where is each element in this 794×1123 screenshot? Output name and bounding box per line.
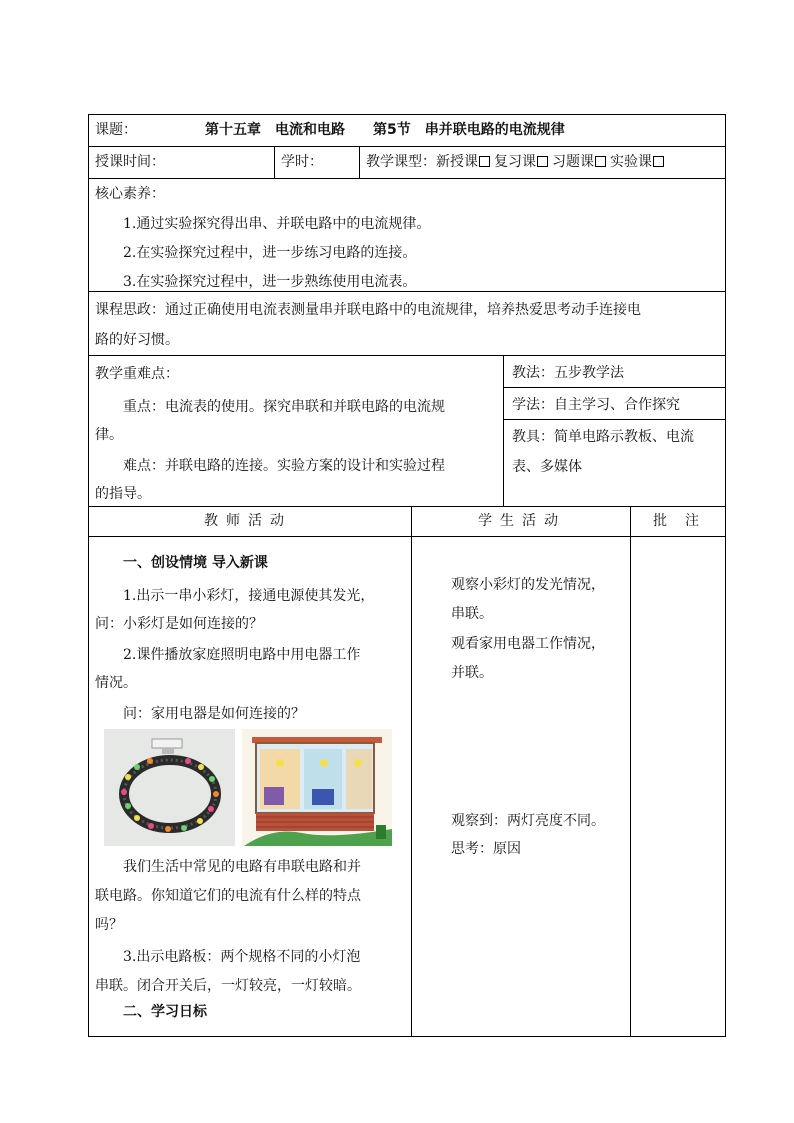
teacher-text: 问：小彩灯是如何连接的？ <box>95 616 263 632</box>
period-label: 学时： <box>281 154 323 170</box>
hard-point-text: 的指导。 <box>95 486 151 502</box>
option-review: 复习课 <box>494 154 536 170</box>
topic-title: 第十五章 电流和电路 第5节 串并联电路的电流规律 <box>205 122 565 138</box>
student-text: 观看家用电器工作情况， <box>451 636 605 652</box>
ideology-text: 课程思政：通过正确使用电流表测量串并联电路中的电流规律，培养热爱思考动手连接电 <box>95 302 641 318</box>
table-border <box>88 178 726 179</box>
table-border <box>88 355 726 356</box>
teacher-column-header: 教师活动 <box>204 513 292 529</box>
student-text: 并联。 <box>451 665 493 681</box>
table-border <box>274 146 275 178</box>
student-text: 观察小彩灯的发光情况， <box>451 577 605 593</box>
lesson-type <box>366 152 668 172</box>
student-column-header: 学生活动 <box>478 513 566 529</box>
key-point-text: 重点：电流表的使用。探究串联和并联电路的电流规 <box>123 399 445 415</box>
student-text: 思考：原因 <box>451 841 521 857</box>
table-border <box>88 114 726 115</box>
ideology-text: 路的好习惯。 <box>95 332 179 348</box>
key-point-text: 律。 <box>95 427 123 443</box>
string-lights-picture <box>104 729 235 846</box>
table-border <box>503 355 504 506</box>
notes-column-header: 批注 <box>653 513 717 529</box>
table-border <box>359 146 360 178</box>
keypoints-title: 教学重难点： <box>95 366 179 382</box>
option-lab: 实验课 <box>610 154 652 170</box>
checkbox-icon <box>653 156 664 167</box>
learning-method: 学法：自主学习、合作探究 <box>512 397 680 413</box>
teacher-text: 2.课件播放家庭照明电路中用电器工作 <box>123 647 361 663</box>
hard-point-text: 难点：并联电路的连接。实验方案的设计和实验过程 <box>123 458 445 474</box>
competency-item: 3.在实验探究过程中，进一步熟练使用电流表。 <box>123 274 417 290</box>
teacher-text: 串联。闭合开关后，一灯较亮，一灯较暗。 <box>95 978 361 994</box>
string-lights-icon <box>104 729 235 846</box>
table-border <box>630 506 631 1037</box>
checkbox-icon <box>595 156 606 167</box>
competency-title: 核心素养： <box>95 186 165 202</box>
topic-label: 课题： <box>95 122 137 138</box>
house-circuit-picture <box>242 729 392 846</box>
student-text: 观察到：两灯亮度不同。 <box>451 813 605 829</box>
house-icon <box>242 729 392 846</box>
competency-item: 2.在实验探究过程中，进一步练习电路的连接。 <box>123 245 417 261</box>
teaching-tools: 表、多媒体 <box>512 459 582 475</box>
lesson-type-label: 教学课型： <box>366 154 436 170</box>
student-text: 串联。 <box>451 606 493 622</box>
teacher-text: 问：家用电器是如何连接的？ <box>123 706 305 722</box>
teaching-method: 教法：五步教学法 <box>512 365 624 381</box>
table-border <box>88 146 726 147</box>
teacher-text: 3.出示电路板：两个规格不同的小灯泡 <box>123 949 361 965</box>
checkbox-icon <box>537 156 548 167</box>
section-heading: 一、创设情境 导入新课 <box>123 555 268 571</box>
table-border <box>725 114 726 1037</box>
teacher-text: 1.出示一串小彩灯，接通电源使其发光， <box>123 588 375 604</box>
table-border <box>411 506 412 1037</box>
checkbox-icon <box>479 156 490 167</box>
teacher-text: 情况。 <box>95 675 137 691</box>
section-heading: 二、学习日标 <box>123 1004 207 1020</box>
teacher-text: 我们生活中常见的电路有串联电路和并 <box>123 859 361 875</box>
teacher-text: 联电路。你知道它们的电流有什么样的特点 <box>95 888 361 904</box>
teacher-text: 吗？ <box>95 917 123 933</box>
competency-item: 1.通过实验探究得出串、并联电路中的电流规律。 <box>123 216 431 232</box>
teaching-tools: 教具：简单电路示教板、电流 <box>512 429 694 445</box>
table-border <box>88 114 89 1037</box>
table-border <box>503 419 726 420</box>
table-border <box>503 387 726 388</box>
option-new: 新授课 <box>436 154 478 170</box>
option-exercise: 习题课 <box>552 154 594 170</box>
time-label: 授课时间： <box>95 154 165 170</box>
